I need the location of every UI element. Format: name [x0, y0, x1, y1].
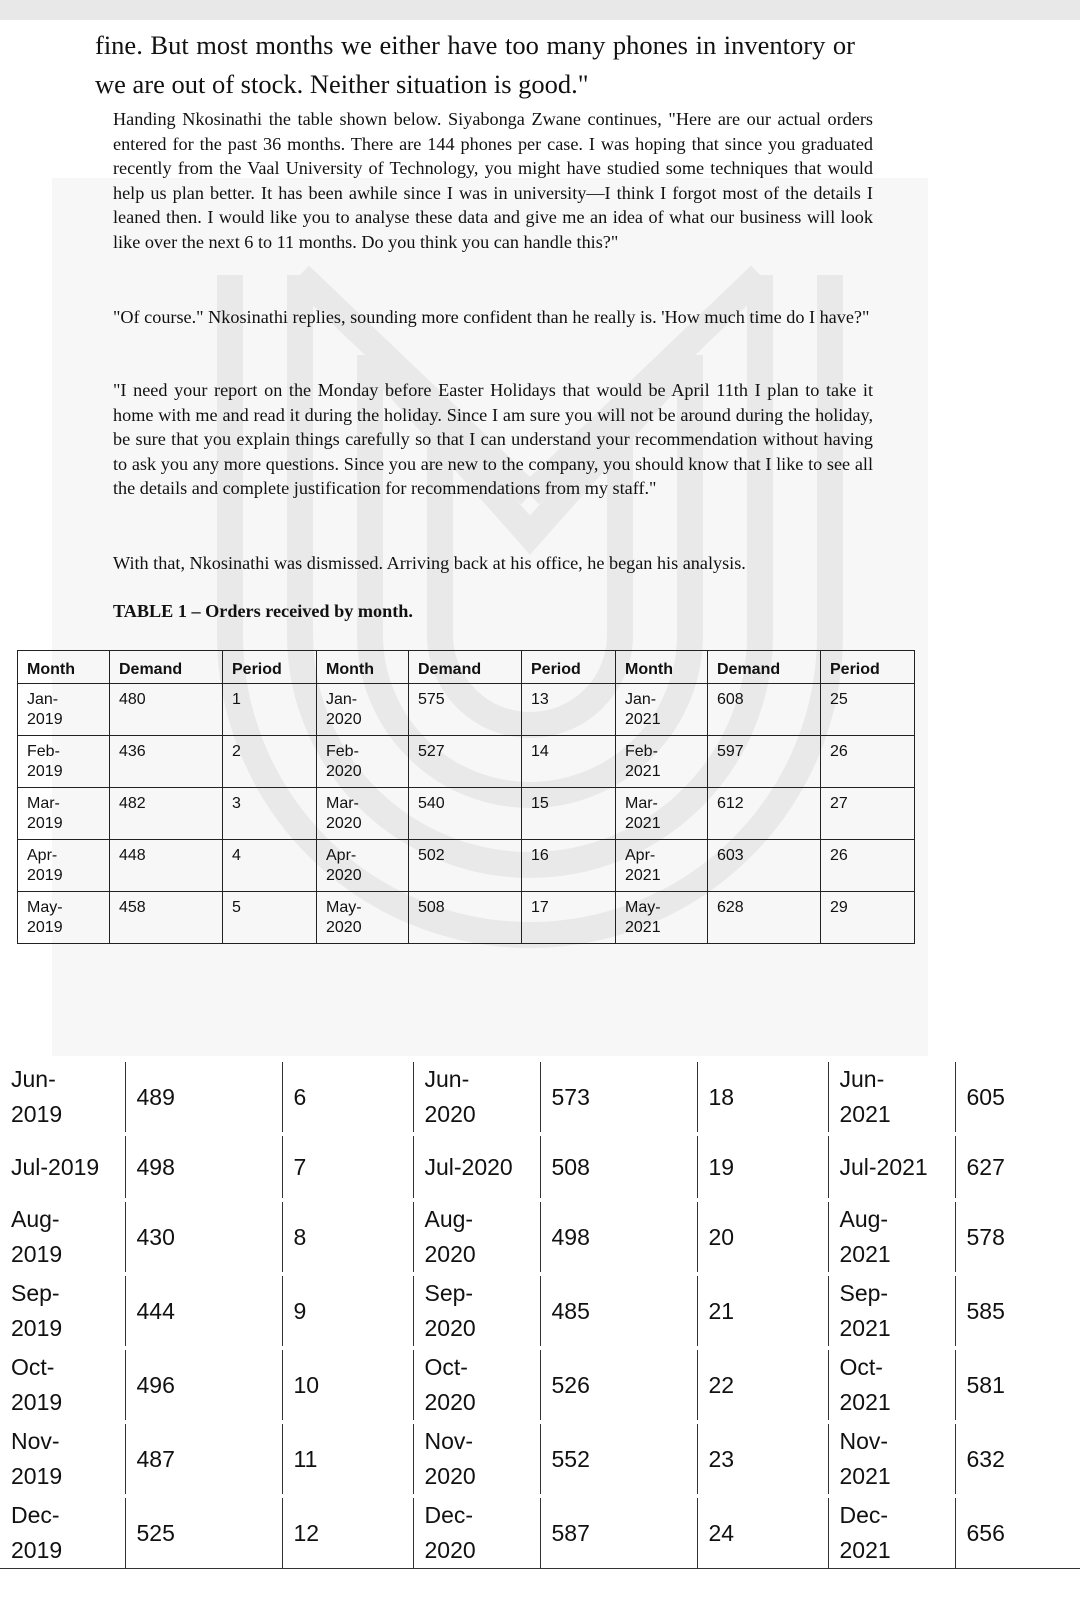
intro-text: fine. But most months we either have too many phones in inventory or we are out of stock. Neither situation is good." [95, 30, 855, 99]
table-cell: Mar- 2019 [18, 788, 110, 840]
table-row [0, 1348, 1080, 1422]
table-cell: 444 [125, 1274, 282, 1348]
table-cell: Apr- 2020 [317, 840, 409, 892]
table-cell: 448 [110, 840, 223, 892]
table-cell: 597 [708, 736, 821, 788]
table-cell: Apr- 2019 [18, 840, 110, 892]
table-cell: 458 [110, 892, 223, 944]
table-cell: Jun- 2019 [0, 1060, 125, 1134]
table-cell: 7 [282, 1134, 413, 1200]
header-cell: Demand [110, 651, 223, 684]
paragraph-dismissed: With that, Nkosinathi was dismissed. Arriving back at his office, he began his analysis. [113, 553, 746, 573]
table-cell: 2 [223, 736, 317, 788]
table-cell: Jul-2019 [0, 1134, 125, 1200]
table-cell: 573 [540, 1060, 697, 1134]
table-cell: 627 [955, 1134, 1080, 1200]
header-cell: Month [616, 651, 708, 684]
table-cell: May- 2021 [616, 892, 708, 944]
table-cell: 508 [409, 892, 522, 944]
table-cell: 552 [540, 1422, 697, 1496]
table-cell: Sep- 2020 [413, 1274, 540, 1348]
table-cell: 21 [697, 1274, 828, 1348]
table-cell: 6 [282, 1060, 413, 1134]
table-cell: Jun- 2020 [413, 1060, 540, 1134]
table-cell: 485 [540, 1274, 697, 1348]
table-row [0, 1496, 1080, 1569]
table-cell: 480 [110, 684, 223, 736]
table-row [0, 1274, 1080, 1348]
table-cell: 487 [125, 1422, 282, 1496]
table-cell: 525 [125, 1496, 282, 1569]
table-cell: Oct- 2019 [0, 1348, 125, 1422]
table-cell: 430 [125, 1200, 282, 1274]
table-cell: 25 [821, 684, 915, 736]
table-cell: Aug- 2021 [828, 1200, 955, 1274]
table-cell: Feb- 2020 [317, 736, 409, 788]
table-cell: 4 [223, 840, 317, 892]
header-cell: Demand [409, 651, 522, 684]
table-row [18, 684, 915, 736]
table-cell: 17 [522, 892, 616, 944]
table-cell: 9 [282, 1274, 413, 1348]
table-cell: 22 [697, 1348, 828, 1422]
table-cell: Jan- 2020 [317, 684, 409, 736]
table-cell: 578 [955, 1200, 1080, 1274]
table-cell: 656 [955, 1496, 1080, 1569]
table-cell: 3 [223, 788, 317, 840]
table-row [0, 1134, 1080, 1200]
paragraph-reply: "Of course." Nkosinathi replies, sounding more confident than he really is. 'How much time do I have?" [113, 307, 870, 327]
table-cell: Dec- 2019 [0, 1496, 125, 1569]
table-cell: Oct- 2020 [413, 1348, 540, 1422]
table-cell: 19 [697, 1134, 828, 1200]
table-cell: Sep- 2021 [828, 1274, 955, 1348]
header-cell: Period [821, 651, 915, 684]
table-cell: Aug- 2019 [0, 1200, 125, 1274]
table-cell: Aug- 2020 [413, 1200, 540, 1274]
table-cell: 540 [409, 788, 522, 840]
table-cell: 502 [409, 840, 522, 892]
table-cell: 585 [955, 1274, 1080, 1348]
header-cell: Period [522, 651, 616, 684]
table-cell: 24 [697, 1496, 828, 1569]
table-cell: Jun- 2021 [828, 1060, 955, 1134]
table-cell: 605 [955, 1060, 1080, 1134]
orders-table-upper [17, 650, 915, 944]
table-cell: 13 [522, 684, 616, 736]
table-cell: Dec- 2021 [828, 1496, 955, 1569]
table-cell: 20 [697, 1200, 828, 1274]
table-cell: Feb- 2019 [18, 736, 110, 788]
table-cell: 587 [540, 1496, 697, 1569]
table-cell: Mar- 2021 [616, 788, 708, 840]
table-cell: 628 [708, 892, 821, 944]
table-cell: 27 [821, 788, 915, 840]
table-cell: 10 [282, 1348, 413, 1422]
table-cell: 29 [821, 892, 915, 944]
paragraph-request: Handing Nkosinathi the table shown below. Siyabonga Zwane continues, "Here are our actual orders entered for the past 36 months. There are 144 phones per case. I was hoping that since you graduated recently from the Vaal University of Technology, you might have studied some techniques that would help us plan better. It has been awhile since I was in university—I think I forgot most of the details I leaned then. I would like you to analyse these data and give me an idea of what our business will look like over the next 6 to 11 months. Do you think you can handle this?" [113, 109, 873, 252]
table-row [18, 892, 915, 944]
table-cell: 14 [522, 736, 616, 788]
table-cell: Sep- 2019 [0, 1274, 125, 1348]
table-row [0, 1422, 1080, 1496]
table-cell: Nov- 2020 [413, 1422, 540, 1496]
table-cell: 496 [125, 1348, 282, 1422]
table-cell: 18 [697, 1060, 828, 1134]
table-cell: Dec- 2020 [413, 1496, 540, 1569]
table-cell: 498 [540, 1200, 697, 1274]
table-cell: Jul-2021 [828, 1134, 955, 1200]
table-cell: 436 [110, 736, 223, 788]
header-cell: Month [18, 651, 110, 684]
table-cell: 508 [540, 1134, 697, 1200]
table-header-row [18, 651, 915, 684]
table-cell: Oct- 2021 [828, 1348, 955, 1422]
table-cell: 603 [708, 840, 821, 892]
table-row [0, 1200, 1080, 1274]
header-cell: Period [223, 651, 317, 684]
table-cell: 23 [697, 1422, 828, 1496]
table-cell: 16 [522, 840, 616, 892]
table-cell: Jul-2020 [413, 1134, 540, 1200]
table-cell: Apr- 2021 [616, 840, 708, 892]
table-row [18, 840, 915, 892]
table-row [18, 788, 915, 840]
table-cell: Nov- 2021 [828, 1422, 955, 1496]
table-row [18, 736, 915, 788]
table-cell: 26 [821, 840, 915, 892]
table-cell: 1 [223, 684, 317, 736]
table-cell: Jan- 2021 [616, 684, 708, 736]
table-cell: 11 [282, 1422, 413, 1496]
table-cell: Nov- 2019 [0, 1422, 125, 1496]
table-cell: 632 [955, 1422, 1080, 1496]
table-title: TABLE 1 – Orders received by month. [113, 601, 413, 621]
table-cell: Mar- 2020 [317, 788, 409, 840]
table-cell: May- 2019 [18, 892, 110, 944]
table-cell: 575 [409, 684, 522, 736]
top-bar [0, 0, 1080, 20]
table-cell: 8 [282, 1200, 413, 1274]
table-cell: 26 [821, 736, 915, 788]
table-cell: 527 [409, 736, 522, 788]
table-cell: May- 2020 [317, 892, 409, 944]
paragraph-deadline: "I need your report on the Monday before Easter Holidays that would be April 11th I plan to take it home with me and read it during the holiday. Since I am sure you will not be around during the holiday, be sure that you explain things carefully so that I can understand your recommendation without having to ask you any more questions. Since you are new to the company, you should know that I like to see all the details and complete justification for recommendations from my staff." [113, 380, 873, 499]
table-cell: 608 [708, 684, 821, 736]
orders-table-lower [0, 1058, 1080, 1569]
table-cell: 498 [125, 1134, 282, 1200]
table-cell: Feb- 2021 [616, 736, 708, 788]
header-cell: Month [317, 651, 409, 684]
header-cell: Demand [708, 651, 821, 684]
table-cell: 482 [110, 788, 223, 840]
table-cell: 489 [125, 1060, 282, 1134]
table-cell: 15 [522, 788, 616, 840]
table-cell: 5 [223, 892, 317, 944]
table-row [0, 1060, 1080, 1134]
table-cell: 612 [708, 788, 821, 840]
table-cell: 12 [282, 1496, 413, 1569]
table-cell: 581 [955, 1348, 1080, 1422]
table-cell: Jan- 2019 [18, 684, 110, 736]
table-cell: 526 [540, 1348, 697, 1422]
